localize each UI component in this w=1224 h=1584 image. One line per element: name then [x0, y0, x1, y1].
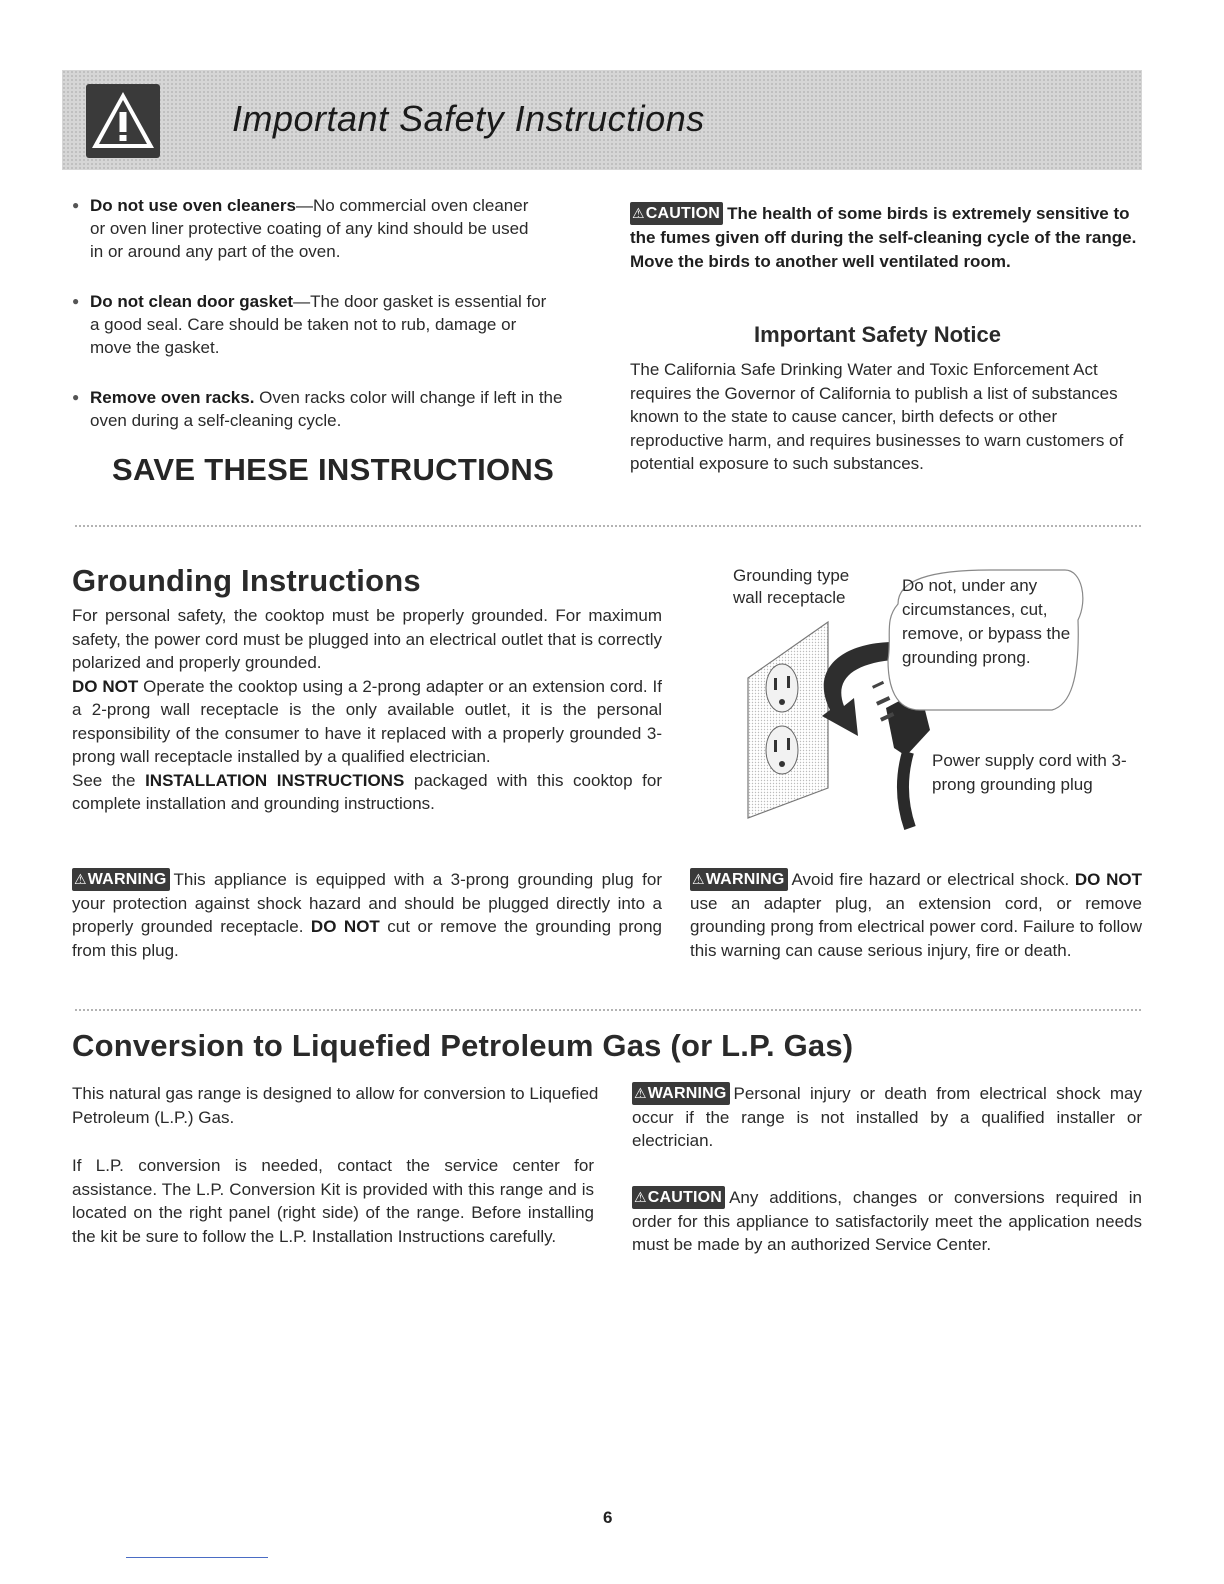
bullet-text: —No commercial oven cleaner or oven liner protective coating of any kind should be used in or around any part of the oven. — [90, 196, 529, 261]
page-title: Important Safety Instructions — [232, 98, 705, 139]
alert-triangle-icon: ⚠ — [632, 205, 645, 221]
installation-instructions-emphasis: INSTALLATION INSTRUCTIONS — [145, 770, 405, 790]
bullet-dot-icon: ● — [72, 294, 80, 308]
alert-triangle-icon: ⚠ — [74, 871, 87, 887]
alert-triangle-icon: ⚠ — [634, 1085, 647, 1101]
cord-label: Power supply cord with 3-prong grounding plug — [932, 751, 1127, 794]
safety-notice-text: The California Safe Drinking Water and Toxic Enforcement Act requires the Governor of California to publish a list of substances known to the state to cause cancer, birth defects or other reproductive harm, and requires businesses to warn customers of potential exposure to such substances. — [630, 360, 1124, 473]
warning-text-a: Avoid fire hazard or electrical shock. — [791, 870, 1075, 889]
grounding-heading: Grounding Instructions — [72, 563, 421, 598]
receptacle-label: Grounding type wall receptacle — [733, 566, 850, 607]
grounding-para-3: packaged with this cooktop for complete installation and grounding instructions. — [72, 770, 662, 813]
bullet-oven-racks — [72, 386, 590, 432]
alert-triangle-icon: ⚠ — [634, 1189, 647, 1205]
conversion-para-2: If L.P. conversion is needed, contact the service center for assistance. The L.P. Conversion Kit is provided with this range and is located on the right panel (right side) of the range. Before installing the kit be sure to follow the L.P. Installation Instructions carefully. — [72, 1156, 594, 1246]
bullet-oven-cleaners — [72, 194, 530, 263]
grounding-warning-left — [72, 868, 662, 962]
conversion-heading: Conversion to Liquefied Petroleum Gas (or L.P. Gas) — [72, 1028, 854, 1063]
warning-tag: ⚠WARNING — [72, 868, 170, 891]
do-not-emphasis: DO NOT — [310, 917, 380, 936]
safety-notice-heading: Important Safety Notice — [754, 322, 1001, 347]
do-not-emphasis: DO NOT — [1074, 870, 1143, 889]
conversion-warning — [632, 1082, 1142, 1153]
prong-callout: Do not, under any circumstances, cut, remove, or bypass the grounding prong. — [902, 576, 1071, 667]
warning-tag: ⚠WARNING — [632, 1082, 730, 1105]
do-not-emphasis: DO NOT — [72, 676, 139, 696]
footer-rule — [126, 1557, 268, 1558]
grounding-warning-right — [690, 868, 1142, 962]
page-number: 6 — [603, 1508, 613, 1527]
bullet-bold: Do not clean door gasket — [90, 292, 294, 311]
bullet-text: —The door gasket is essential for a good seal. Care should be taken not to rub, damage or move the gasket. — [90, 292, 547, 357]
warning-tag: ⚠WARNING — [690, 868, 788, 891]
section-divider — [74, 1008, 1142, 1012]
see-text: See the — [72, 770, 146, 790]
warning-text-b: cut or remove the grounding prong from this plug. — [72, 917, 663, 960]
grounding-para-2: Operate the cooktop using a 2-prong adapter or an extension cord. If a 2-prong wall receptacle is the only available outlet, it is the personal responsibility of the consumer to have it replaced with a properly grounded 3-prong wall receptacle installed by a qualified electrician. — [72, 676, 662, 766]
bullet-door-gasket — [72, 290, 560, 359]
conversion-para-1: This natural gas range is designed to allow for conversion to Liquefied Petroleum (L.P.) Gas. — [72, 1084, 599, 1127]
conversion-caution — [632, 1186, 1142, 1257]
caution-text: Any additions, changes or conversions required in order for this appliance to satisfactorily meet the application needs must be made by an authorized Service Center. — [632, 1188, 1142, 1254]
warning-text: Personal injury or death from electrical shock may occur if the range is not installed by a qualified installer or electrician. — [632, 1084, 1142, 1150]
birds-caution — [630, 202, 1140, 274]
warning-triangle-icon — [86, 84, 160, 158]
bullet-bold: Do not use oven cleaners — [90, 196, 296, 215]
warning-text-b: use an adapter plug, an extension cord, or remove grounding prong from electrical power cord. Failure to follow this warning can cause serious injury, fire or death. — [690, 893, 1142, 960]
bullet-dot-icon: ● — [72, 198, 80, 212]
section-divider — [74, 524, 1142, 528]
bullet-text: Oven racks color will change if left in the oven during a self-cleaning cycle. — [90, 388, 563, 430]
caution-tag: ⚠CAUTION — [630, 202, 723, 225]
caution-tag: ⚠CAUTION — [632, 1186, 725, 1209]
bullet-bold: Remove oven racks. — [90, 388, 255, 407]
grounding-figure — [730, 560, 1142, 830]
warning-text-a: This appliance is equipped with a 3-prong grounding plug for your protection against shock hazard and should be plugged directly into a properly grounded receptacle. — [72, 870, 662, 936]
bullet-dot-icon: ● — [72, 390, 80, 404]
grounding-text — [72, 604, 662, 816]
alert-triangle-icon: ⚠ — [692, 871, 705, 887]
caution-text: The health of some birds is extremely sensitive to the fumes given off during the self-cleaning cycle of the range. Move the birds to another well ventilated room. — [630, 204, 1137, 271]
grounding-para-1: For personal safety, the cooktop must be properly grounded. For maximum safety, the power cord must be plugged into an electrical outlet that is correctly polarized and properly grounded. — [72, 606, 662, 672]
save-instructions-heading: SAVE THESE INSTRUCTIONS — [112, 452, 555, 487]
